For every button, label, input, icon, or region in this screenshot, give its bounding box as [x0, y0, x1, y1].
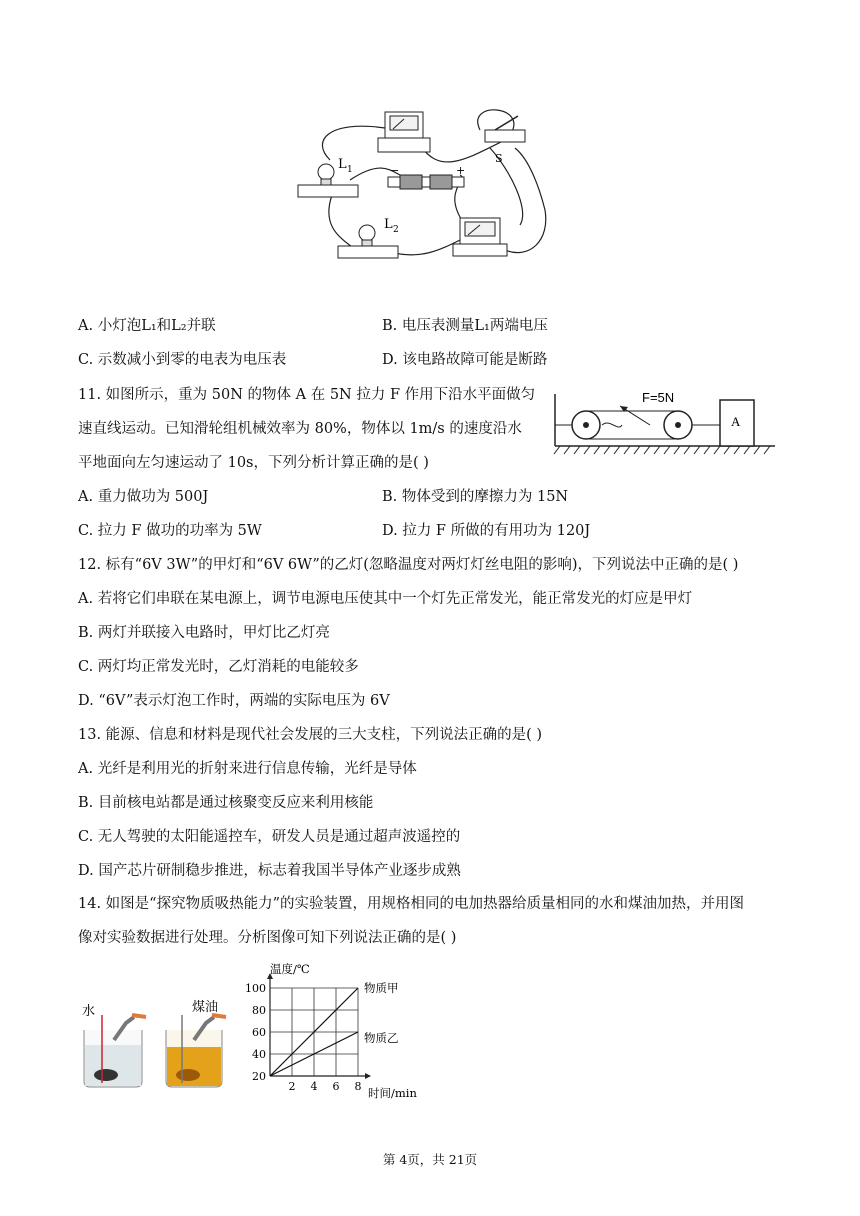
q11-option-b: B. 物体受到的摩擦力为 15N	[382, 489, 569, 505]
svg-text:L: L	[338, 157, 347, 172]
y-tick-label: 60	[252, 1026, 266, 1039]
svg-text:F=5N: F=5N	[642, 390, 675, 405]
svg-text:S: S	[495, 152, 503, 165]
chart-ylabel: 温度/℃	[270, 962, 310, 976]
q10-option-a: A. 小灯泡L₁和L₂并联	[78, 318, 216, 334]
circuit-figure	[290, 100, 560, 275]
voltmeter-top	[378, 112, 430, 152]
x-tick-label: 2	[288, 1080, 296, 1093]
x-tick-label: 8	[354, 1080, 362, 1093]
pulley-figure	[550, 388, 780, 456]
y-tick-label: 100	[245, 982, 266, 995]
q12-option-b: B. 两灯并联接入电路时，甲灯比乙灯亮	[78, 625, 330, 641]
battery	[388, 164, 465, 189]
y-tick-label: 40	[252, 1048, 266, 1061]
svg-text:1: 1	[347, 165, 353, 175]
svg-text:2: 2	[393, 225, 399, 235]
q13-option-c: C. 无人驾驶的太阳能遥控车，研发人员是通过超声波遥控的	[78, 829, 461, 845]
switch-s	[485, 116, 525, 165]
page-footer: 第 4页，共 21页	[382, 1152, 478, 1167]
series-label-yi: 物质乙	[364, 1031, 399, 1045]
q10-option-c: C. 示数减小到零的电表为电压表	[78, 352, 287, 368]
x-tick-label: 4	[310, 1080, 318, 1093]
q11-stem-line3: 平地面向左匀速运动了 10s，下列分析计算正确的是( )	[78, 455, 429, 471]
q13-option-b: B. 目前核电站都是通过核聚变反应来利用核能	[78, 795, 374, 811]
svg-text:水: 水	[82, 1004, 96, 1019]
q14-stem-line1: 14. 如图是“探究物质吸热能力”的实验装置，用规格相同的电加热器给质量相同的水和煤油加热，并用图	[78, 896, 744, 912]
q12-option-c: C. 两灯均正常发光时，乙灯消耗的电能较多	[78, 659, 359, 675]
lamp-l1	[298, 157, 358, 197]
q13-option-a: A. 光纤是利用光的折射来进行信息传输，光纤是导体	[78, 761, 417, 777]
series-label-jia: 物质甲	[364, 981, 399, 995]
q11-stem-line1: 11. 如图所示，重为 50N 的物体 A 在 5N 拉力 F 作用下沿水平面做匀	[78, 387, 536, 403]
q11-option-a: A. 重力做功为 500J	[78, 489, 209, 505]
svg-text:煤油: 煤油	[192, 1000, 219, 1015]
chart-xlabel: 时间/min	[368, 1086, 417, 1100]
oil-beaker	[166, 1015, 226, 1087]
y-tick-label: 20	[252, 1070, 266, 1083]
q11-stem-line2: 速直线运动。已知滑轮组机械效率为 80%，物体以 1m/s 的速度沿水	[78, 421, 522, 437]
q14-stem-line2: 像对实验数据进行处理。分析图像可知下列说法正确的是( )	[78, 930, 457, 946]
svg-text:+: +	[456, 164, 466, 177]
x-axis-arrow	[365, 1073, 371, 1079]
q11-option-d: D. 拉力 F 所做的有用功为 120J	[382, 523, 591, 539]
svg-text:L: L	[384, 217, 393, 232]
q12-option-d: D. “6V”表示灯泡工作时，两端的实际电压为 6V	[78, 693, 390, 709]
lamp-l2	[338, 217, 399, 258]
svg-text:−: −	[390, 164, 400, 177]
svg-text:A: A	[731, 414, 741, 429]
q12-option-a: A. 若将它们串联在某电源上，调节电源电压使其中一个灯先正常发光，能正常发光的灯应是甲灯	[78, 591, 693, 607]
x-tick-label: 6	[332, 1080, 340, 1093]
temperature-chart	[245, 960, 428, 1100]
q13-stem: 13. 能源、信息和材料是现代社会发展的三大支柱，下列说法正确的是( )	[78, 727, 543, 743]
q11-option-c: C. 拉力 F 做功的功率为 5W	[78, 523, 262, 539]
y-tick-label: 80	[252, 1004, 266, 1017]
q12-stem: 12. 标有“6V 3W”的甲灯和“6V 6W”的乙灯(忽略温度对两灯灯丝电阻的影响)，下列说法中正确的是( )	[78, 557, 739, 573]
q10-option-b: B. 电压表测量L₁两端电压	[382, 318, 548, 334]
q13-option-d: D. 国产芯片研制稳步推进，标志着我国半导体产业逐步成熟	[78, 863, 461, 879]
q10-option-d: D. 该电路故障可能是断路	[382, 352, 548, 368]
water-beaker	[84, 1015, 146, 1087]
ammeter-bottom	[453, 218, 507, 256]
beakers-figure	[76, 995, 246, 1090]
